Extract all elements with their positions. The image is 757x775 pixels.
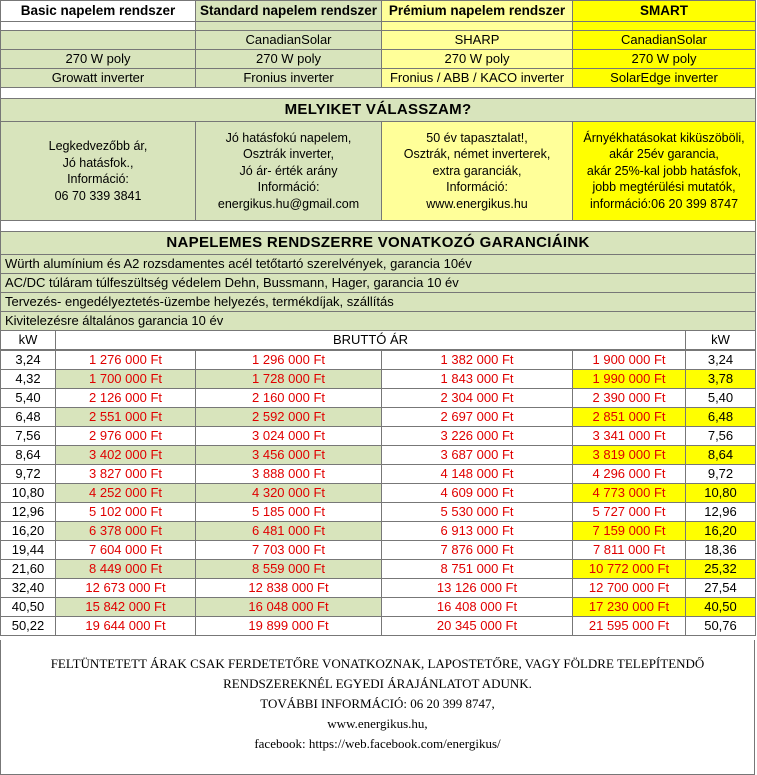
price-standard: 5 185 000 Ft [196, 503, 382, 522]
kw-value-right: 8,64 [686, 446, 756, 465]
price-row [1, 541, 756, 560]
description-smart: Árnyékhatásokat kiküszöböli, akár 25év garancia, akár 25%-kal jobb hatásfok, jobb megtérülési mutatók, információ:06 20 399 8747 [573, 122, 756, 221]
price-premium: 4 148 000 Ft [382, 465, 573, 484]
brutto-header: BRUTTÓ ÁR [56, 331, 686, 350]
price-standard: 4 320 000 Ft [196, 484, 382, 503]
guarantee-title-row [1, 232, 756, 255]
kw-value: 9,72 [1, 465, 56, 484]
header-basic: Basic napelem rendszer [1, 1, 196, 22]
inverter-smart: SolarEdge inverter [573, 69, 756, 88]
guarantee-row [1, 274, 756, 293]
panel-brand-premium: SHARP [382, 31, 573, 50]
kw-value-right: 27,54 [686, 579, 756, 598]
guarantee-item: Würth alumínium és A2 rozsdamentes acél tetőtartó szerelvények, garancia 10év [1, 255, 756, 274]
price-basic: 15 842 000 Ft [56, 598, 196, 617]
inverter-basic: Growatt inverter [1, 69, 196, 88]
kw-value-right: 50,76 [686, 617, 756, 636]
kw-value: 3,24 [1, 351, 56, 370]
guarantee-title: NAPELEMES RENDSZERRE VONATKOZÓ GARANCIÁINK [1, 232, 756, 255]
price-standard: 6 481 000 Ft [196, 522, 382, 541]
price-basic: 6 378 000 Ft [56, 522, 196, 541]
price-row [1, 617, 756, 636]
description-standard: Jó hatásfokú napelem, Osztrák inverter, Jó ár- érték arány Információ: energikus.hu@gmail.com [196, 122, 382, 221]
price-smart: 4 296 000 Ft [573, 465, 686, 484]
price-basic: 1 700 000 Ft [56, 370, 196, 389]
price-standard: 2 160 000 Ft [196, 389, 382, 408]
kw-header-left: kW [1, 331, 56, 350]
price-standard: 3 888 000 Ft [196, 465, 382, 484]
price-premium: 3 226 000 Ft [382, 427, 573, 446]
kw-value-right: 25,32 [686, 560, 756, 579]
inverter-standard: Fronius inverter [196, 69, 382, 88]
guarantee-row [1, 255, 756, 274]
spacer-row-2 [1, 221, 756, 232]
kw-value: 5,40 [1, 389, 56, 408]
price-row [1, 522, 756, 541]
price-row [1, 503, 756, 522]
kw-value-right: 3,24 [686, 351, 756, 370]
price-basic: 4 252 000 Ft [56, 484, 196, 503]
price-smart: 1 990 000 Ft [573, 370, 686, 389]
price-premium: 5 530 000 Ft [382, 503, 573, 522]
kw-value: 6,48 [1, 408, 56, 427]
kw-value-right: 12,96 [686, 503, 756, 522]
header-standard: Standard napelem rendszer [196, 1, 382, 22]
price-premium: 13 126 000 Ft [382, 579, 573, 598]
kw-value-right: 9,72 [686, 465, 756, 484]
price-basic: 2 551 000 Ft [56, 408, 196, 427]
price-standard: 1 296 000 Ft [196, 351, 382, 370]
panel-type-row [1, 50, 756, 69]
panel-brand-basic [1, 31, 196, 50]
price-standard: 3 456 000 Ft [196, 446, 382, 465]
price-premium: 1 382 000 Ft [382, 351, 573, 370]
kw-value: 16,20 [1, 522, 56, 541]
kw-value: 32,40 [1, 579, 56, 598]
kw-value: 7,56 [1, 427, 56, 446]
footer-line: facebook: https://web.facebook.com/energikus/ [254, 736, 501, 751]
kw-value: 40,50 [1, 598, 56, 617]
price-standard: 7 703 000 Ft [196, 541, 382, 560]
price-basic: 12 673 000 Ft [56, 579, 196, 598]
price-basic: 2 976 000 Ft [56, 427, 196, 446]
question-title: MELYIKET VÁLASSZAM? [1, 99, 756, 122]
price-premium: 6 913 000 Ft [382, 522, 573, 541]
price-smart: 1 900 000 Ft [573, 351, 686, 370]
price-basic: 8 449 000 Ft [56, 560, 196, 579]
kw-header-right: kW [686, 331, 756, 350]
panel-brand-standard: CanadianSolar [196, 31, 382, 50]
panel-type-smart: 270 W poly [573, 50, 756, 69]
price-smart: 2 390 000 Ft [573, 389, 686, 408]
question-row [1, 99, 756, 122]
kw-value-right: 3,78 [686, 370, 756, 389]
price-smart: 7 159 000 Ft [573, 522, 686, 541]
price-row [1, 370, 756, 389]
price-premium: 2 697 000 Ft [382, 408, 573, 427]
footer-note [0, 640, 755, 775]
panel-brand-row [1, 31, 756, 50]
footer-line: TOVÁBBI INFORMÁCIÓ: 06 20 399 8747, [260, 696, 495, 711]
header-row [1, 1, 756, 22]
inverter-row [1, 69, 756, 88]
price-standard: 8 559 000 Ft [196, 560, 382, 579]
price-row [1, 465, 756, 484]
price-basic: 2 126 000 Ft [56, 389, 196, 408]
price-standard: 16 048 000 Ft [196, 598, 382, 617]
price-premium: 1 843 000 Ft [382, 370, 573, 389]
price-basic: 3 402 000 Ft [56, 446, 196, 465]
inverter-premium: Fronius / ABB / KACO inverter [382, 69, 573, 88]
price-smart: 3 819 000 Ft [573, 446, 686, 465]
price-standard: 1 728 000 Ft [196, 370, 382, 389]
description-row [1, 122, 756, 221]
guarantee-item: AC/DC túláram túlfeszültség védelem Dehn, Bussmann, Hager, garancia 10 év [1, 274, 756, 293]
price-row [1, 351, 756, 370]
price-premium: 4 609 000 Ft [382, 484, 573, 503]
kw-value-right: 16,20 [686, 522, 756, 541]
guarantee-row [1, 293, 756, 312]
price-standard: 12 838 000 Ft [196, 579, 382, 598]
kw-value-right: 18,36 [686, 541, 756, 560]
price-smart: 17 230 000 Ft [573, 598, 686, 617]
price-smart: 7 811 000 Ft [573, 541, 686, 560]
price-table [0, 0, 756, 350]
price-premium: 20 345 000 Ft [382, 617, 573, 636]
panel-brand-smart: CanadianSolar [573, 31, 756, 50]
price-standard: 3 024 000 Ft [196, 427, 382, 446]
price-basic: 5 102 000 Ft [56, 503, 196, 522]
price-row [1, 579, 756, 598]
price-smart: 12 700 000 Ft [573, 579, 686, 598]
price-basic: 7 604 000 Ft [56, 541, 196, 560]
price-premium: 2 304 000 Ft [382, 389, 573, 408]
guarantee-item: Tervezés- engedélyeztetés-üzembe helyezés, termékdíjak, szállítás [1, 293, 756, 312]
kw-value: 8,64 [1, 446, 56, 465]
price-smart: 10 772 000 Ft [573, 560, 686, 579]
price-row [1, 427, 756, 446]
kw-value: 50,22 [1, 617, 56, 636]
price-premium: 8 751 000 Ft [382, 560, 573, 579]
guarantee-item: Kivitelezésre általános garancia 10 év [1, 312, 756, 331]
guarantee-row [1, 312, 756, 331]
price-row [1, 484, 756, 503]
price-row [1, 408, 756, 427]
empty-row [1, 22, 756, 31]
footer-line: www.energikus.hu, [327, 716, 428, 731]
price-basic: 3 827 000 Ft [56, 465, 196, 484]
spacer-row [1, 88, 756, 99]
price-smart: 4 773 000 Ft [573, 484, 686, 503]
footer-line: RENDSZEREKNÉL EGYEDI ÁRAJÁNLATOT ADUNK. [223, 676, 532, 691]
price-smart: 2 851 000 Ft [573, 408, 686, 427]
price-row [1, 446, 756, 465]
price-row [1, 560, 756, 579]
kw-value-right: 5,40 [686, 389, 756, 408]
kw-value-right: 7,56 [686, 427, 756, 446]
price-premium: 3 687 000 Ft [382, 446, 573, 465]
panel-type-premium: 270 W poly [382, 50, 573, 69]
price-basic: 1 276 000 Ft [56, 351, 196, 370]
price-smart: 3 341 000 Ft [573, 427, 686, 446]
kw-value: 19,44 [1, 541, 56, 560]
price-standard: 2 592 000 Ft [196, 408, 382, 427]
kw-value-right: 40,50 [686, 598, 756, 617]
price-rows [0, 350, 756, 636]
price-standard: 19 899 000 Ft [196, 617, 382, 636]
header-smart: SMART [573, 1, 756, 22]
price-premium: 16 408 000 Ft [382, 598, 573, 617]
description-basic: Legkedvezőbb ár, Jó hatásfok., Információ: 06 70 339 3841 [1, 122, 196, 221]
kw-value: 21,60 [1, 560, 56, 579]
panel-type-standard: 270 W poly [196, 50, 382, 69]
price-smart: 5 727 000 Ft [573, 503, 686, 522]
kw-value: 12,96 [1, 503, 56, 522]
price-header-row [1, 331, 756, 350]
kw-value: 4,32 [1, 370, 56, 389]
price-row [1, 389, 756, 408]
price-premium: 7 876 000 Ft [382, 541, 573, 560]
header-premium: Prémium napelem rendszer [382, 1, 573, 22]
kw-value-right: 6,48 [686, 408, 756, 427]
footer-line: FELTÜNTETETT ÁRAK CSAK FERDETETŐRE VONATKOZNAK, LAPOSTETŐRE, VAGY FÖLDRE TELEPÍTENDŐ [50, 656, 705, 671]
description-premium: 50 év tapasztalat!, Osztrák, német inverterek, extra garanciák, Információ: www.energikus.hu [382, 122, 573, 221]
panel-type-basic: 270 W poly [1, 50, 196, 69]
price-basic: 19 644 000 Ft [56, 617, 196, 636]
kw-value: 10,80 [1, 484, 56, 503]
price-row [1, 598, 756, 617]
price-smart: 21 595 000 Ft [573, 617, 686, 636]
kw-value-right: 10,80 [686, 484, 756, 503]
